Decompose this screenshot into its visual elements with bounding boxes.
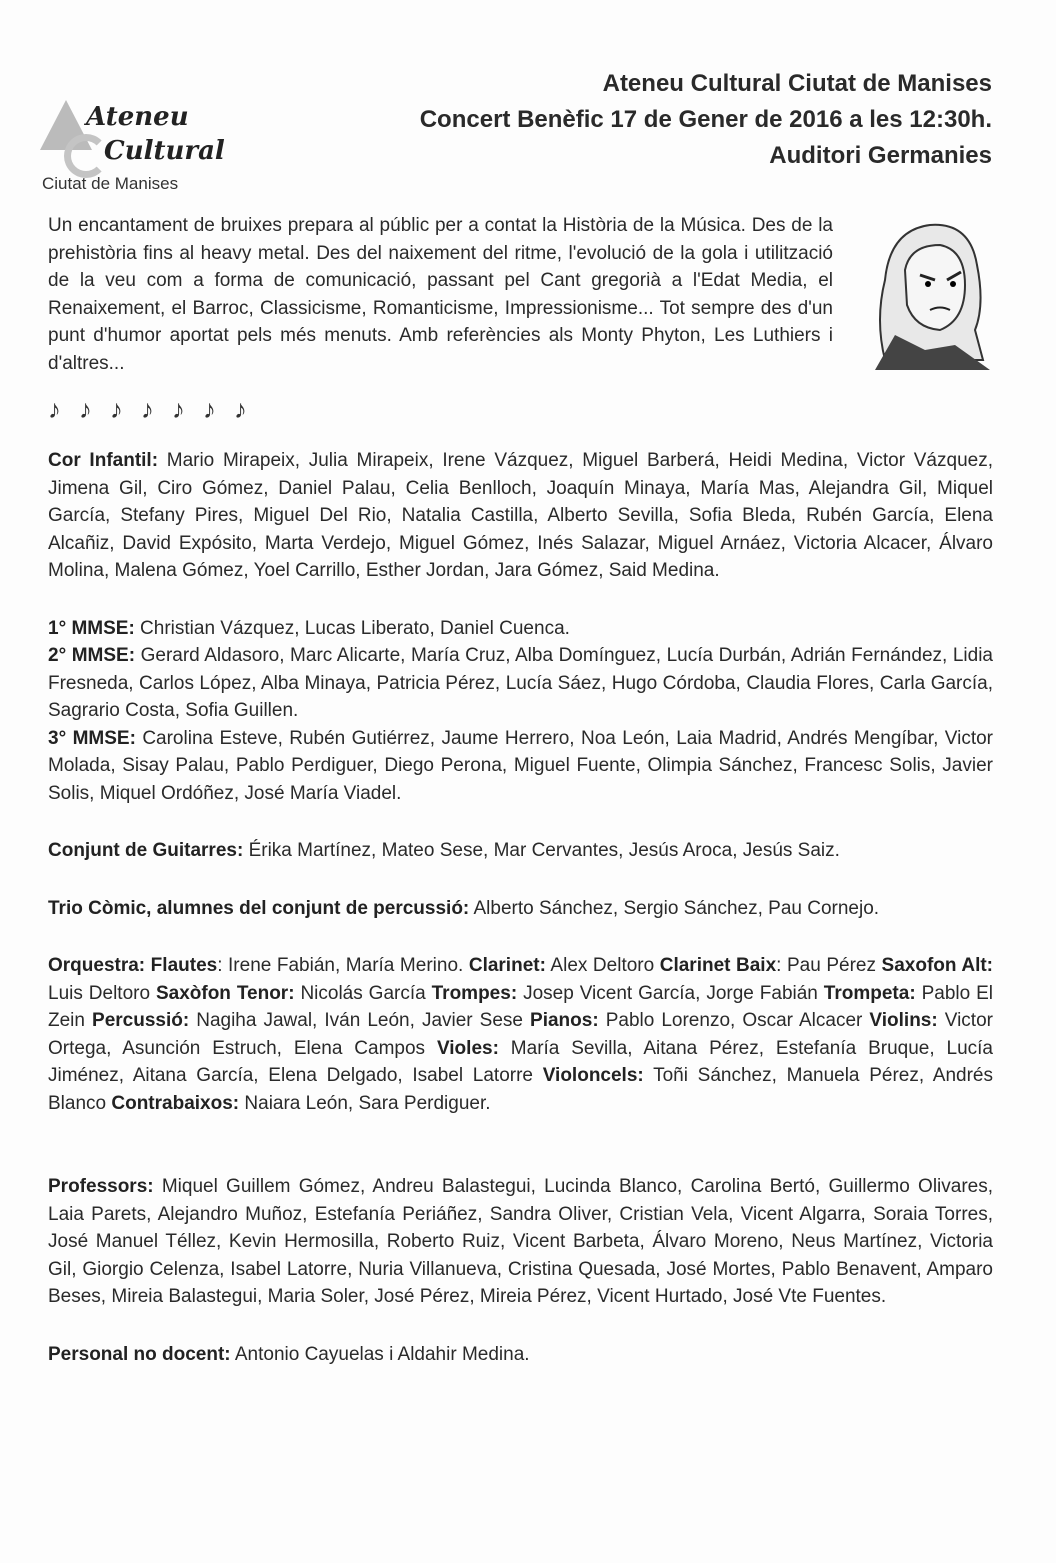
header-concert-date: Concert Benèfic 17 de Gener de 2016 a les 12:30h. xyxy=(419,106,992,133)
orquestra-section xyxy=(48,952,993,1117)
instrument-label: Clarinet: xyxy=(468,955,546,976)
instrument-label: Orquestra: Flautes xyxy=(48,955,218,976)
section-label: Trio Còmic, alumnes del conjunt de percussió: xyxy=(48,897,470,919)
mmse-1-section xyxy=(48,615,993,643)
instrument-label: Clarinet Baix xyxy=(659,955,777,976)
guitarres-section xyxy=(48,837,993,865)
instrument-names: Toñi Sánchez, Manuela Pérez, Andrés Blanco xyxy=(48,1065,993,1114)
instrument-names: María Sevilla, Aitana Pérez, Estefanía Bruque, Lucía Jiménez, Aitana García, Elena Delgado, Isabel Latorre xyxy=(48,1037,993,1086)
instrument-names: Josep Vicent García, Jorge Fabián xyxy=(517,982,824,1004)
instrument-label: Trompeta: xyxy=(823,982,916,1004)
instrument-label: Saxofon Alt: xyxy=(881,955,993,976)
section-names: Miquel Guillem Gómez, Andreu Balastegui, Lucinda Blanco, Carolina Bertó, Guillermo Olivares, Laia Parets, Alejandro Muñoz, Estefanía Periáñez, Sandra Oliver, Cristian Vela, Vicent Algarra, Soraia Torres, José Manuel Téllez, Kevin Hermosilla, Roberto Ruiz, Vicent Barbeta, Álvaro Moreno, Neus Martínez, Victoria Gil, Giorgio Celenza, Isabel Latorre, Nuria Villanueva, Cristina Quesada, José Mortes, Pablo Benavent, Amparo Beses, Mireia Balastegui, Maria Soler, José Pérez, Mireia Pérez, Vicent Hurtado, José Vte Fuentes. xyxy=(48,1176,993,1307)
section-label: 3° MMSE: xyxy=(48,727,136,749)
instrument-names: Pablo Lorenzo, Oscar Alcacer xyxy=(598,1010,870,1031)
section-label: Personal no docent: xyxy=(48,1343,231,1365)
section-label: 2° MMSE: xyxy=(48,645,136,666)
professors-section xyxy=(48,1173,993,1311)
section-names: Alberto Sánchez, Sergio Sánchez, Pau Cornejo. xyxy=(469,897,880,919)
mmse-3-section xyxy=(48,725,993,808)
logo-line-3: Ciutat de Manises xyxy=(42,174,179,193)
section-names: Érika Martínez, Mateo Sese, Mar Cervantes, Jesús Aroca, Jesús Saiz. xyxy=(243,840,840,861)
section-names: Christian Vázquez, Lucas Liberato, Daniel Cuenca. xyxy=(134,617,570,639)
instrument-label: Saxòfon Tenor: xyxy=(155,982,295,1004)
instrument-names: Alex Deltoro xyxy=(545,955,660,976)
instrument-label: Percussió: xyxy=(92,1010,190,1031)
trio-comic-section xyxy=(48,895,993,923)
section-label: Conjunt de Guitarres: xyxy=(48,840,244,861)
instrument-label: Violoncels: xyxy=(542,1065,644,1086)
program-content xyxy=(48,212,993,1368)
header-title: Ateneu Cultural Ciutat de Manises xyxy=(602,70,992,97)
logo-line-1: Ateneu xyxy=(86,102,189,132)
instrument-label: Contrabaixos: xyxy=(111,1092,240,1114)
instrument-label: Violes: xyxy=(436,1037,499,1059)
header-venue: Auditori Germanies xyxy=(769,142,992,169)
cor-infantil-section xyxy=(48,447,993,585)
instrument-names: : Pau Pérez xyxy=(776,955,882,976)
instrument-label: Trompes: xyxy=(431,982,518,1004)
ateneu-logo xyxy=(34,96,264,196)
page-header xyxy=(420,66,992,174)
section-names: Mario Mirapeix, Julia Mirapeix, Irene Vázquez, Miguel Barberá, Heidi Medina, Victor Vázquez, Jimena Gil, Ciro Gómez, Daniel Palau, Celia Benlloch, Joaquín Minaya, María Mas, Alejandra Gil, Miquel García, Stefany Pires, Miguel Del Rio, Natalia Castilla, Alberto Sevilla, Sofia Bleda, Rubén García, Elena Alcañiz, David Expósito, Marta Verdejo, Miguel Gómez, Inés Salazar, Miguel Arnáez, Victoria Alcacer, Álvaro Molina, Malena Gómez, Yoel Carrillo, Esther Jordan, Jara Gómez, Said Medina. xyxy=(48,450,993,581)
mmse-2-section xyxy=(48,642,993,725)
personal-no-docent-section xyxy=(48,1341,993,1369)
section-label: 1° MMSE: xyxy=(48,617,135,639)
logo-c-shape xyxy=(64,134,108,178)
section-names: Carolina Esteve, Rubén Gutiérrez, Jaume Herrero, Noa León, Laia Madrid, Andrés Mengíbar, Victor Molada, Sisay Palau, Pablo Perdiguer, Diego Perona, Miguel Fuente, Olimpia Sánchez, Francesc Solis, Javier Solis, Miquel Ordóñez, José María Viadel. xyxy=(48,727,993,804)
instrument-label: Pianos: xyxy=(530,1010,599,1031)
instrument-names: Nicolás García xyxy=(294,982,432,1004)
mmse-sections xyxy=(48,615,993,808)
section-label: Professors: xyxy=(48,1176,154,1197)
intro-paragraph: Un encantament de bruixes prepara al públic per a contat la Història de la Música. Des de la prehistòria fins al heavy metal. Des del naixement del ritme, l'evolució de la gola i utilització de la veu com a forma de comunicació, passant pel Cant gregorià a l'Edat Media, el Renaixement, el Barroc, Classicisme, Romanticisme, Impressionisme... Tot sempre des d'un punt d'humor aportat pels més menuts. Amb referències als Monty Phyton, Les Luthiers i d'altres... xyxy=(48,215,833,374)
music-notes-divider: ♪♪♪♪♪♪♪ xyxy=(48,394,265,424)
instrument-names: Naiara León, Sara Perdiguer. xyxy=(239,1092,491,1114)
instrument-names: Victor Ortega, Asunción Estruch, Elena Campos xyxy=(48,1010,993,1059)
instrument-names: Nagiha Jawal, Iván León, Javier Sese xyxy=(189,1010,531,1031)
instrument-names: Pablo El Zein xyxy=(48,982,993,1031)
logo-line-2: Cultural xyxy=(104,136,225,166)
instrument-names: : Irene Fabián, María Merino. xyxy=(217,955,469,976)
section-names: Antonio Cayuelas i Aldahir Medina. xyxy=(230,1343,530,1365)
instrument-label: Violins: xyxy=(869,1010,938,1031)
instrument-names: Luis Deltoro xyxy=(48,982,156,1004)
section-label: Cor Infantil: xyxy=(48,450,159,471)
section-names: Gerard Aldasoro, Marc Alicarte, María Cruz, Alba Domínguez, Lucía Durbán, Adrián Fernández, Lidia Fresneda, Carlos López, Alba Minaya, Patricia Pérez, Lucía Sáez, Hugo Córdoba, Claudia Flores, Carla García, Sagrario Costa, Sofia Guillen. xyxy=(48,645,993,721)
